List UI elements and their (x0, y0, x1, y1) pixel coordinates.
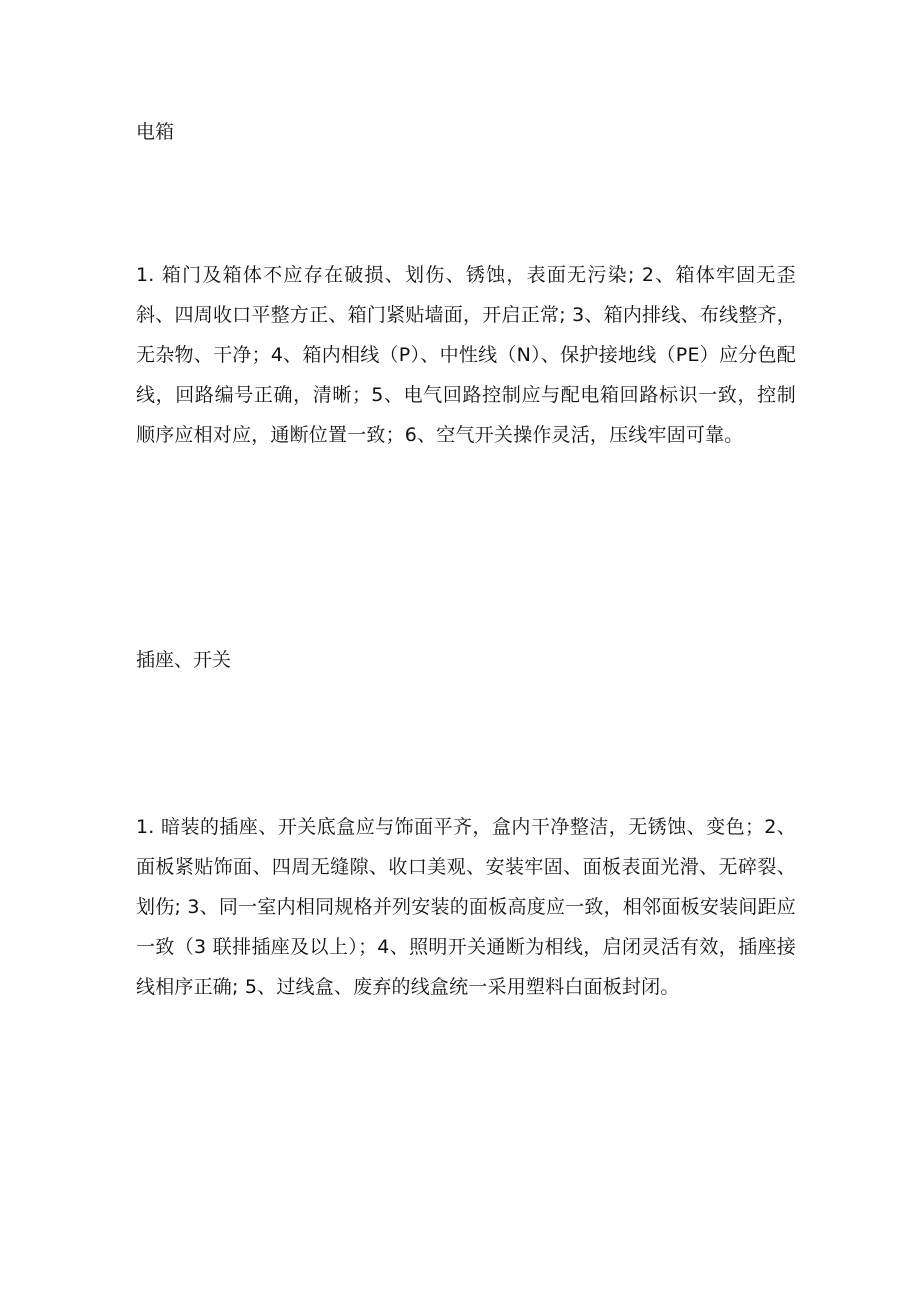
section-title-sockets-switches: 插座、开关 (136, 649, 232, 671)
section-body-sockets-switches: 1. 暗装的插座、开关底盒应与饰面平齐，盒内干净整洁，无锈蚀、变色；2、面板紧贴饰面、四周无缝隙、收口美观、安装牢固、面板表面光滑、无碎裂、划伤; 3、同一室内相同规格并列安装的面板高度应一致，相邻面板安装间距应一致（3 联排插座及以上）；4、照明开关通断为相线，启闭灵活有效，插座接线相序正确; 5、过线盒、废弃的线盒统一采用塑料白面板封闭。 (136, 816, 796, 998)
section-body-distribution-box: 1. 箱门及箱体不应存在破损、划伤、锈蚀，表面无污染; 2、箱体牢固无歪斜、四周收口平整方正、箱门紧贴墙面，开启正常; 3、箱内排线、布线整齐，无杂物、干净；4、箱内相线（P）、中性线（N）、保护接地线（PE）应分色配线，回路编号正确，清晰；5、电气回路控制应与配电箱回路标识一致，控制顺序应相对应，通断位置一致；6、空气开关操作灵活，压线牢固可靠。 (136, 264, 796, 446)
section-title-distribution-box: 电箱 (136, 121, 175, 143)
